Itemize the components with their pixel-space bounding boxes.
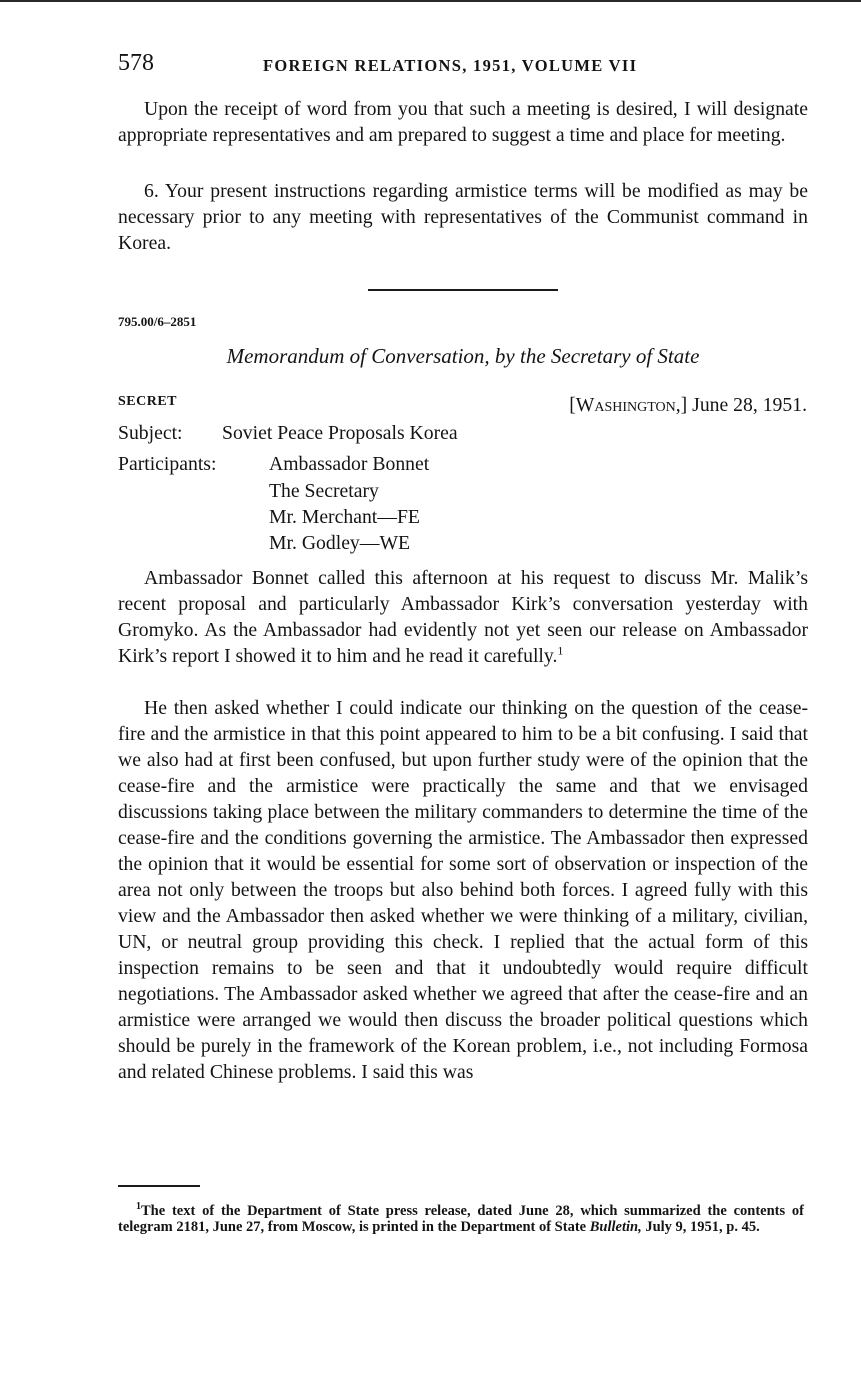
file-number: 795.00/6–2851 [118, 314, 197, 329]
subject-label: Subject: [118, 422, 183, 444]
page-header [118, 50, 808, 80]
participant: Ambassador Bonnet [269, 453, 430, 475]
footnote [118, 1199, 804, 1236]
dateline-date: June 28, 1951. [692, 394, 807, 416]
document-title: Memorandum of Conversation, by the Secretary of State [226, 344, 700, 368]
running-head: FOREIGN RELATIONS, 1951, VOLUME VII [263, 56, 638, 75]
footnote-publication: Bulletin, [589, 1219, 642, 1236]
instruction-paragraph-6: 6. Your present instructions regarding armistice terms will be modified as may be necessary prior to any meeting with representatives of the Communist command in Korea. [118, 180, 808, 254]
subject-value: Soviet Peace Proposals Korea [222, 422, 458, 444]
body-paragraph-2: He then asked whether I could indicate our thinking on the question of the cease-fire and the armistice in that this point appeared to him to be a bit confusing. I said that we also had at first been confused, but upon further study were of the opinion that the cease-fire and the armistice were practically the same and that we envisaged discussions taking place between the military commanders to determine the time of the cease-fire and the conditions governing the armistice. The Ambassador then expressed the opinion that it would be essential for some sort of observation or inspection of the area not only between the troops but also behind both forces. I agreed fully with this view and the Ambassador then asked whether we were thinking of a military, civilian, UN, or neutral group providing this check. I replied that the actual form of this inspection remains to be seen and that it undoubtedly would require difficult negotiations. The Ambassador asked whether we agreed that after the cease-fire and an armistice were arranged we would then discuss the broader political questions which should be purely in the framework of the Korean problem, i.e., not including Formosa and related Chinese problems. I said this was [118, 697, 808, 1083]
page-top-edge [0, 0, 861, 2]
section-divider [368, 289, 558, 291]
footnote-marker: 1 [136, 1201, 141, 1212]
footnote-text: The text of the Department of State press release, dated June 28, which summarized the contents of telegram 2181, June 27, from Moscow, is printed in the Department of State [118, 1202, 804, 1236]
participant: Mr. Merchant—FE [269, 506, 420, 528]
participant: Mr. Godley—WE [269, 532, 411, 554]
footnote-divider [118, 1185, 200, 1187]
body-paragraph-1 [118, 565, 808, 669]
classification-marking: SECRET [118, 394, 178, 409]
participants-label: Participants: [118, 453, 217, 475]
footnote-reference: 1 [557, 643, 564, 658]
continued-paragraph: Upon the receipt of word from you that such a meeting is desired, I will designate appropriate representatives and am prepared to suggest a time and place for meeting. [118, 98, 808, 146]
page-number: 578 [118, 50, 154, 76]
dateline-place: [Washington,] [569, 394, 688, 416]
footnote-citation: July 9, 1951, p. 45. [641, 1219, 760, 1236]
dateline [569, 394, 807, 417]
participant: The Secretary [269, 480, 379, 502]
body-paragraph-1-text: Ambassador Bonnet called this afternoon at his request to discuss Mr. Malik’s recent proposal and particularly Ambassador Kirk’s conversation yesterday with Gromyko. As the Ambassador had evidently not yet seen our release on Ambassador Kirk’s report I showed it to him and he read it carefully. [118, 567, 808, 667]
